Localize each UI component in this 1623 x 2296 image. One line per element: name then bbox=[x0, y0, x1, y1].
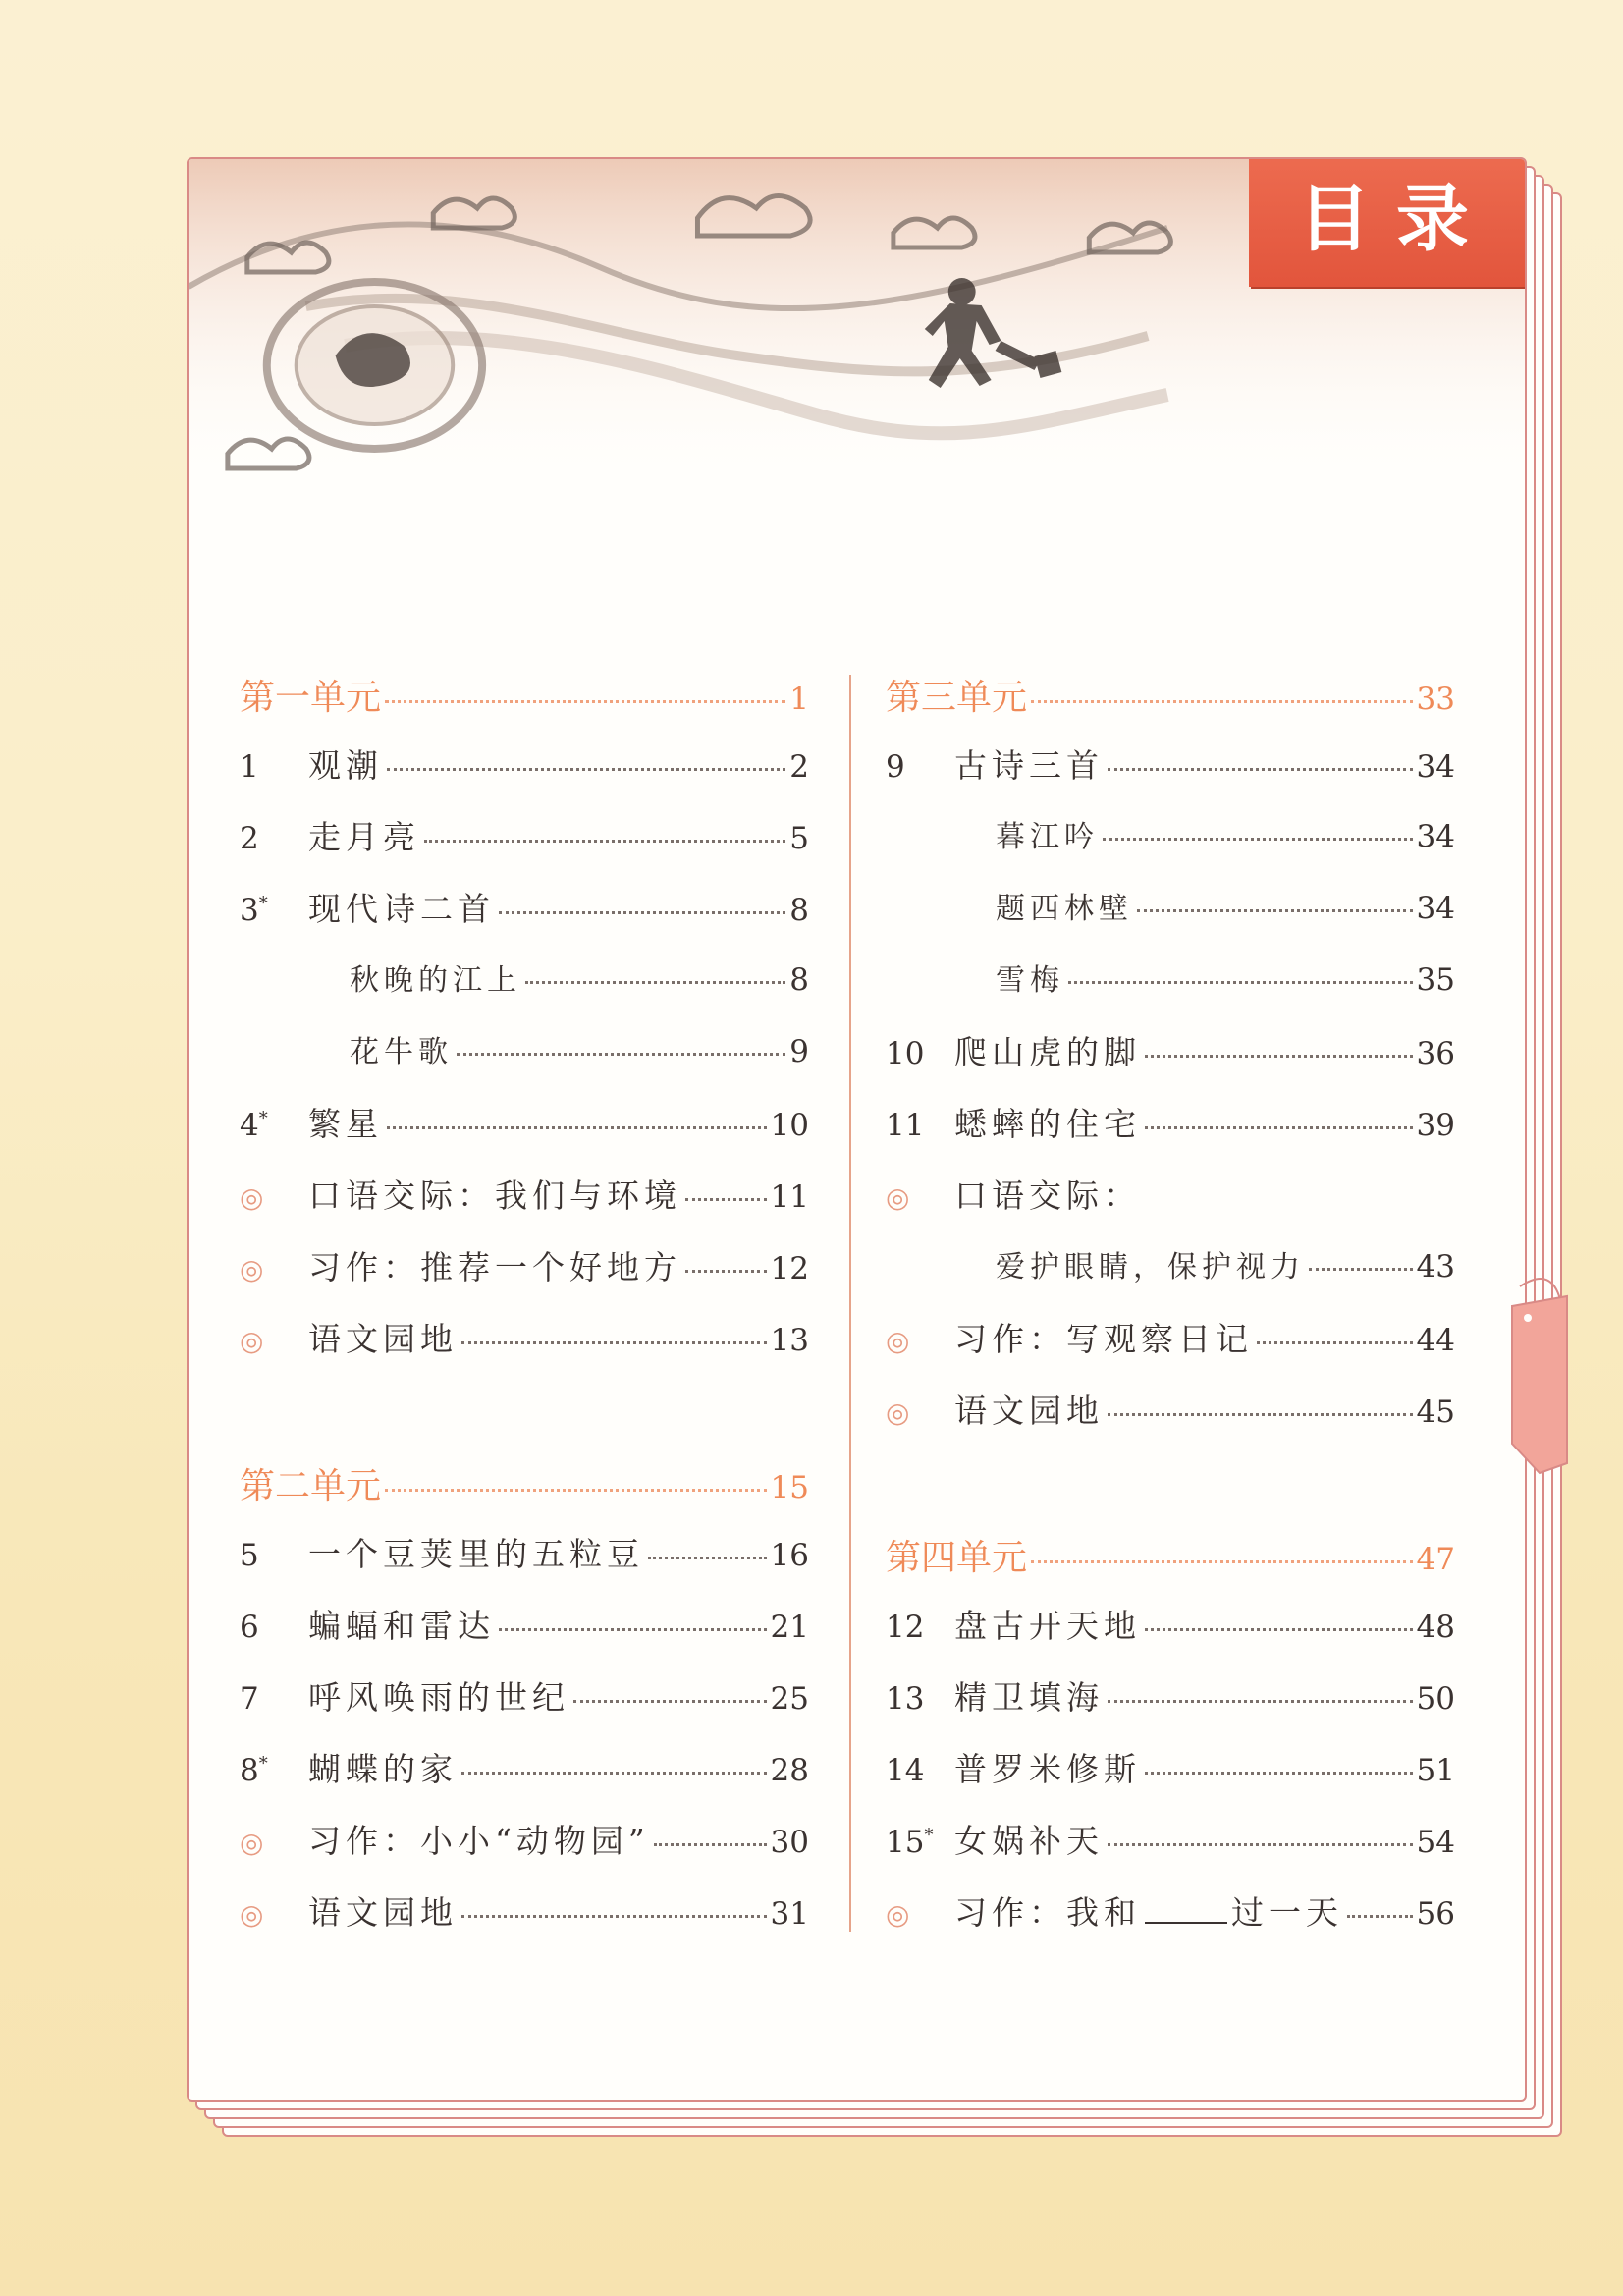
unit-1 bbox=[240, 670, 809, 1386]
toc-entry[interactable] bbox=[886, 1816, 1455, 1887]
leader-dots bbox=[1103, 838, 1413, 841]
bullet-ring-icon: ◎ bbox=[886, 1181, 910, 1214]
lesson-number: 12 bbox=[886, 1610, 925, 1645]
toc-entry[interactable] bbox=[240, 1314, 809, 1386]
bullet-ring-icon: ◎ bbox=[240, 1181, 264, 1214]
toc-entry[interactable] bbox=[240, 884, 809, 956]
toc-entry[interactable] bbox=[240, 1816, 809, 1887]
lesson-page: 8 bbox=[789, 893, 809, 928]
toc-page bbox=[187, 157, 1527, 2102]
leader-dots bbox=[1137, 909, 1413, 912]
leader-dots bbox=[1145, 1126, 1413, 1129]
lesson-title: 口语交际： bbox=[954, 1176, 1141, 1215]
toc-entry[interactable] bbox=[240, 1099, 809, 1171]
toc-entry[interactable] bbox=[240, 1242, 809, 1314]
toc-entry[interactable] bbox=[240, 1672, 809, 1744]
toc-entry[interactable] bbox=[886, 1099, 1455, 1171]
fill-in-blank bbox=[1145, 1921, 1227, 1924]
unit-page: 15 bbox=[770, 1470, 809, 1505]
lesson-title: 普罗米修斯 bbox=[954, 1750, 1141, 1788]
poem-title: 秋晚的江上 bbox=[350, 963, 521, 998]
toc-entry[interactable] bbox=[240, 1744, 809, 1816]
bullet-ring-icon: ◎ bbox=[240, 1325, 264, 1357]
toc-sub-entry[interactable] bbox=[886, 884, 1455, 956]
unit-page: 1 bbox=[789, 682, 809, 717]
leader-dots bbox=[387, 768, 785, 771]
lesson-title: 习作：小小“动物园” bbox=[308, 1822, 650, 1860]
toc-column-right bbox=[886, 670, 1455, 2032]
lesson-page: 34 bbox=[1416, 819, 1455, 854]
lesson-title: 古诗三首 bbox=[954, 746, 1104, 785]
toc-sub-entry[interactable] bbox=[240, 956, 809, 1027]
toc-sub-entry[interactable] bbox=[886, 812, 1455, 884]
lesson-title: 爬山虎的脚 bbox=[954, 1033, 1141, 1071]
lesson-page: 34 bbox=[1416, 749, 1455, 785]
lesson-page: 21 bbox=[770, 1610, 809, 1645]
unit-heading[interactable] bbox=[240, 1458, 809, 1529]
lesson-title: 习作：我和 bbox=[954, 1893, 1141, 1932]
lesson-number: 3* bbox=[240, 893, 268, 928]
leader-dots bbox=[1347, 1915, 1413, 1918]
leader-dots bbox=[385, 1489, 767, 1492]
leader-dots bbox=[385, 700, 785, 703]
unit-3 bbox=[886, 670, 1455, 1457]
lesson-number: 11 bbox=[886, 1108, 925, 1143]
leader-dots bbox=[461, 1772, 767, 1775]
leader-dots bbox=[573, 1700, 767, 1703]
lesson-page: 16 bbox=[770, 1538, 809, 1573]
lesson-number: 10 bbox=[886, 1036, 925, 1071]
lesson-number: 8* bbox=[240, 1753, 268, 1788]
lesson-page: 30 bbox=[770, 1825, 809, 1860]
toc-entry[interactable] bbox=[886, 1027, 1455, 1099]
leader-dots bbox=[1108, 1700, 1413, 1703]
toc-entry[interactable] bbox=[240, 740, 809, 812]
lesson-title-continued: 爱护眼睛，保护视力 bbox=[996, 1250, 1305, 1285]
lesson-page: 45 bbox=[1416, 1394, 1455, 1430]
lesson-title: 呼风唤雨的世纪 bbox=[308, 1678, 569, 1717]
lesson-page: 54 bbox=[1416, 1825, 1455, 1860]
unit-heading-label: 第三单元 bbox=[886, 678, 1028, 718]
lesson-number: 14 bbox=[886, 1753, 925, 1788]
bullet-ring-icon: ◎ bbox=[886, 1898, 910, 1931]
leader-dots bbox=[1145, 1772, 1413, 1775]
toc-sub-entry[interactable] bbox=[886, 956, 1455, 1027]
toc-entry[interactable] bbox=[886, 1601, 1455, 1672]
bullet-ring-icon: ◎ bbox=[886, 1325, 910, 1357]
toc-entry[interactable] bbox=[240, 1601, 809, 1672]
toc-sub-entry[interactable] bbox=[240, 1027, 809, 1099]
lesson-page: 11 bbox=[770, 1179, 809, 1215]
toc-entry[interactable] bbox=[886, 1672, 1455, 1744]
lesson-number: 5 bbox=[240, 1538, 259, 1573]
unit-page: 33 bbox=[1416, 682, 1455, 717]
lesson-page: 35 bbox=[1416, 962, 1455, 998]
lesson-page: 56 bbox=[1416, 1896, 1455, 1932]
leader-dots bbox=[685, 1270, 767, 1273]
lesson-number: 1 bbox=[240, 749, 259, 785]
book-pages bbox=[187, 157, 1527, 2102]
lesson-page: 9 bbox=[789, 1034, 809, 1069]
lesson-page: 43 bbox=[1416, 1249, 1455, 1285]
toc-entry[interactable] bbox=[240, 1529, 809, 1601]
poem-title: 题西林壁 bbox=[996, 892, 1133, 926]
toc-entry[interactable] bbox=[240, 1887, 809, 1959]
toc-entry[interactable] bbox=[886, 1314, 1455, 1386]
lesson-title: 口语交际：我们与环境 bbox=[308, 1176, 681, 1215]
lesson-page: 8 bbox=[789, 962, 809, 998]
toc-entry[interactable] bbox=[886, 1171, 1455, 1242]
leader-dots bbox=[499, 1628, 767, 1631]
leader-dots bbox=[1031, 1560, 1413, 1563]
toc-entry[interactable] bbox=[886, 1887, 1455, 1959]
lesson-title: 繁星 bbox=[308, 1105, 383, 1143]
lesson-page: 13 bbox=[770, 1323, 809, 1358]
toc-entry[interactable] bbox=[886, 740, 1455, 812]
leader-dots bbox=[461, 1915, 767, 1918]
toc-column-left bbox=[240, 670, 809, 2032]
bullet-ring-icon: ◎ bbox=[240, 1898, 264, 1931]
page-title: 目录 bbox=[1249, 157, 1527, 287]
lesson-title: 一个豆荚里的五粒豆 bbox=[308, 1535, 644, 1573]
bullet-ring-icon: ◎ bbox=[240, 1827, 264, 1859]
poem-title: 雪梅 bbox=[996, 963, 1064, 998]
lesson-title: 走月亮 bbox=[308, 818, 420, 856]
leader-dots bbox=[525, 981, 785, 984]
toc-entry[interactable] bbox=[886, 1744, 1455, 1816]
lesson-page: 44 bbox=[1416, 1323, 1455, 1358]
lesson-title: 习作：写观察日记 bbox=[954, 1320, 1253, 1358]
toc-entry[interactable] bbox=[886, 1386, 1455, 1457]
lesson-number: 2 bbox=[240, 821, 259, 856]
lesson-page: 12 bbox=[770, 1251, 809, 1286]
leader-dots bbox=[499, 911, 785, 914]
bookmark-tag bbox=[1510, 1267, 1569, 1483]
lesson-title: 习作：推荐一个好地方 bbox=[308, 1248, 681, 1286]
leader-dots bbox=[387, 1126, 767, 1129]
leader-dots bbox=[1257, 1341, 1413, 1344]
unit-heading[interactable] bbox=[886, 670, 1455, 740]
lesson-page: 25 bbox=[770, 1681, 809, 1717]
leader-dots bbox=[424, 840, 785, 843]
leader-dots bbox=[648, 1557, 767, 1559]
lesson-page: 34 bbox=[1416, 891, 1455, 926]
leader-dots bbox=[1145, 1628, 1413, 1631]
leader-dots bbox=[654, 1843, 767, 1846]
leader-dots bbox=[1309, 1268, 1413, 1271]
leader-dots bbox=[685, 1198, 767, 1201]
lesson-title-after-blank: 过一天 bbox=[1231, 1893, 1343, 1932]
lesson-page: 51 bbox=[1416, 1753, 1455, 1788]
poem-title: 暮江吟 bbox=[996, 820, 1099, 854]
unit-heading[interactable] bbox=[886, 1530, 1455, 1601]
unit-heading[interactable] bbox=[240, 670, 809, 740]
leader-dots bbox=[1145, 1055, 1413, 1058]
lesson-number: 6 bbox=[240, 1610, 259, 1645]
leader-dots bbox=[1068, 981, 1413, 984]
lesson-page: 50 bbox=[1416, 1681, 1455, 1717]
leader-dots bbox=[1108, 1843, 1413, 1846]
lesson-title: 语文园地 bbox=[308, 1893, 458, 1932]
lesson-page: 2 bbox=[789, 749, 809, 785]
unit-page: 47 bbox=[1416, 1542, 1455, 1577]
toc-sub-entry[interactable] bbox=[886, 1242, 1455, 1314]
lesson-title: 语文园地 bbox=[308, 1320, 458, 1358]
lesson-title: 盘古开天地 bbox=[954, 1607, 1141, 1645]
leader-dots bbox=[461, 1341, 767, 1344]
lesson-title: 现代诗二首 bbox=[308, 890, 495, 928]
leader-dots bbox=[457, 1053, 785, 1056]
column-divider bbox=[849, 675, 851, 1932]
bullet-ring-icon: ◎ bbox=[240, 1253, 264, 1285]
unit-heading-label: 第一单元 bbox=[240, 678, 382, 718]
toc-entry[interactable] bbox=[240, 812, 809, 884]
unit-4 bbox=[886, 1530, 1455, 1959]
lesson-title: 女娲补天 bbox=[954, 1822, 1104, 1860]
lesson-page: 48 bbox=[1416, 1610, 1455, 1645]
lesson-number: 4* bbox=[240, 1108, 268, 1143]
lesson-title: 观潮 bbox=[308, 746, 383, 785]
lesson-number: 9 bbox=[886, 749, 905, 785]
lesson-number: 15* bbox=[886, 1825, 934, 1860]
lesson-number: 7 bbox=[240, 1681, 259, 1717]
unit-heading-label: 第二单元 bbox=[240, 1466, 382, 1506]
unit-2 bbox=[240, 1458, 809, 1959]
lesson-title: 蟋蟀的住宅 bbox=[954, 1105, 1141, 1143]
bullet-ring-icon: ◎ bbox=[886, 1396, 910, 1429]
lesson-title: 语文园地 bbox=[954, 1392, 1104, 1430]
leader-dots bbox=[1031, 700, 1413, 703]
toc-entry[interactable] bbox=[240, 1171, 809, 1242]
lesson-page: 39 bbox=[1416, 1108, 1455, 1143]
lesson-title: 蝴蝶的家 bbox=[308, 1750, 458, 1788]
poem-title: 花牛歌 bbox=[350, 1035, 453, 1069]
lesson-page: 10 bbox=[770, 1108, 809, 1143]
lesson-page: 5 bbox=[789, 821, 809, 856]
lesson-number: 13 bbox=[886, 1681, 925, 1717]
unit-heading-label: 第四单元 bbox=[886, 1538, 1028, 1578]
lesson-title: 蝙蝠和雷达 bbox=[308, 1607, 495, 1645]
leader-dots bbox=[1108, 1413, 1413, 1416]
lesson-title: 精卫填海 bbox=[954, 1678, 1104, 1717]
lesson-page: 28 bbox=[770, 1753, 809, 1788]
lesson-page: 36 bbox=[1416, 1036, 1455, 1071]
leader-dots bbox=[1108, 768, 1413, 771]
lesson-page: 31 bbox=[770, 1896, 809, 1932]
